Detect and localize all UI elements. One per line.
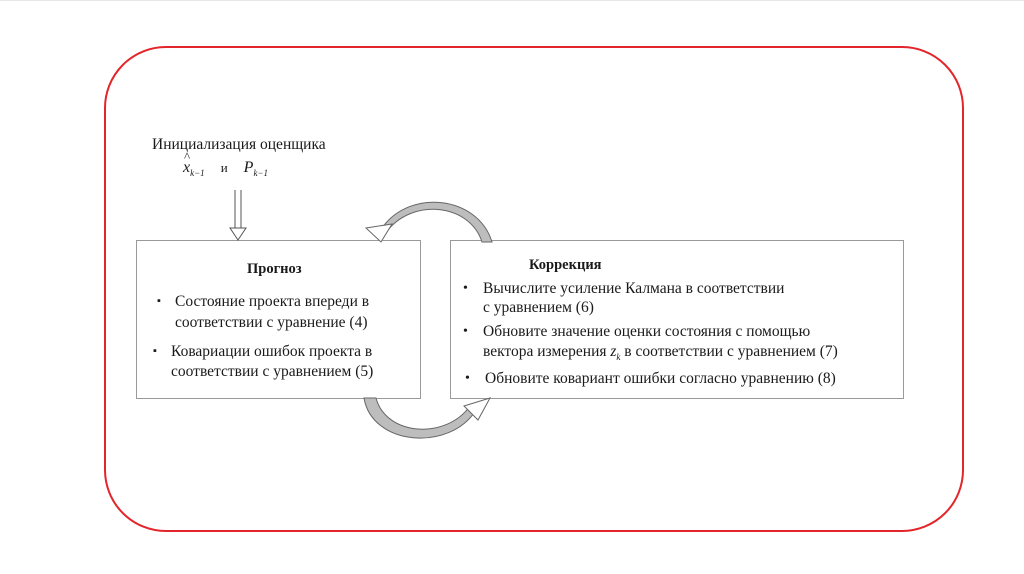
- forecast-item-1-line-1: ▪ Состояние проекта впереди в: [175, 292, 369, 311]
- correction-item-2-line-2: вектора измерения $z_k$ в соответствии с уравнением (7): [483, 343, 838, 363]
- x-subscript: k−1: [190, 168, 205, 179]
- init-title: Инициализация оценщика: [152, 136, 326, 153]
- correction-item-3-line-1: • Обновите ковариант ошибки согласно уравнению (8): [485, 369, 836, 388]
- loop-arrow-top: [366, 202, 492, 242]
- forecast-item-2-line-1: ▪ Ковариации ошибок проекта в: [171, 342, 372, 361]
- p-variable: P: [243, 159, 254, 176]
- correction-item-1-line-1: • Вычислите усиление Калмана в соответствии: [483, 279, 784, 298]
- init-down-arrow: [230, 190, 246, 240]
- correction-item-1-line-2: с уравнением (6): [483, 299, 594, 316]
- forecast-item-1-line-2: соответствии с уравнение (4): [175, 314, 368, 331]
- correction-item-2-line-1: • Обновите значение оценки состояния с помощью: [483, 322, 810, 341]
- p-subscript: k−1: [253, 168, 269, 179]
- init-connector: и: [220, 160, 228, 175]
- forecast-title: Прогноз: [247, 261, 302, 277]
- correction-title: Коррекция: [529, 257, 602, 273]
- loop-arrow-bottom: [364, 398, 490, 438]
- forecast-item-2-line-2: соответствии с уравнением (5): [171, 363, 374, 380]
- z-k-variable: $z_k$: [610, 343, 621, 363]
- x-hat-variable: ^ x: [183, 159, 190, 177]
